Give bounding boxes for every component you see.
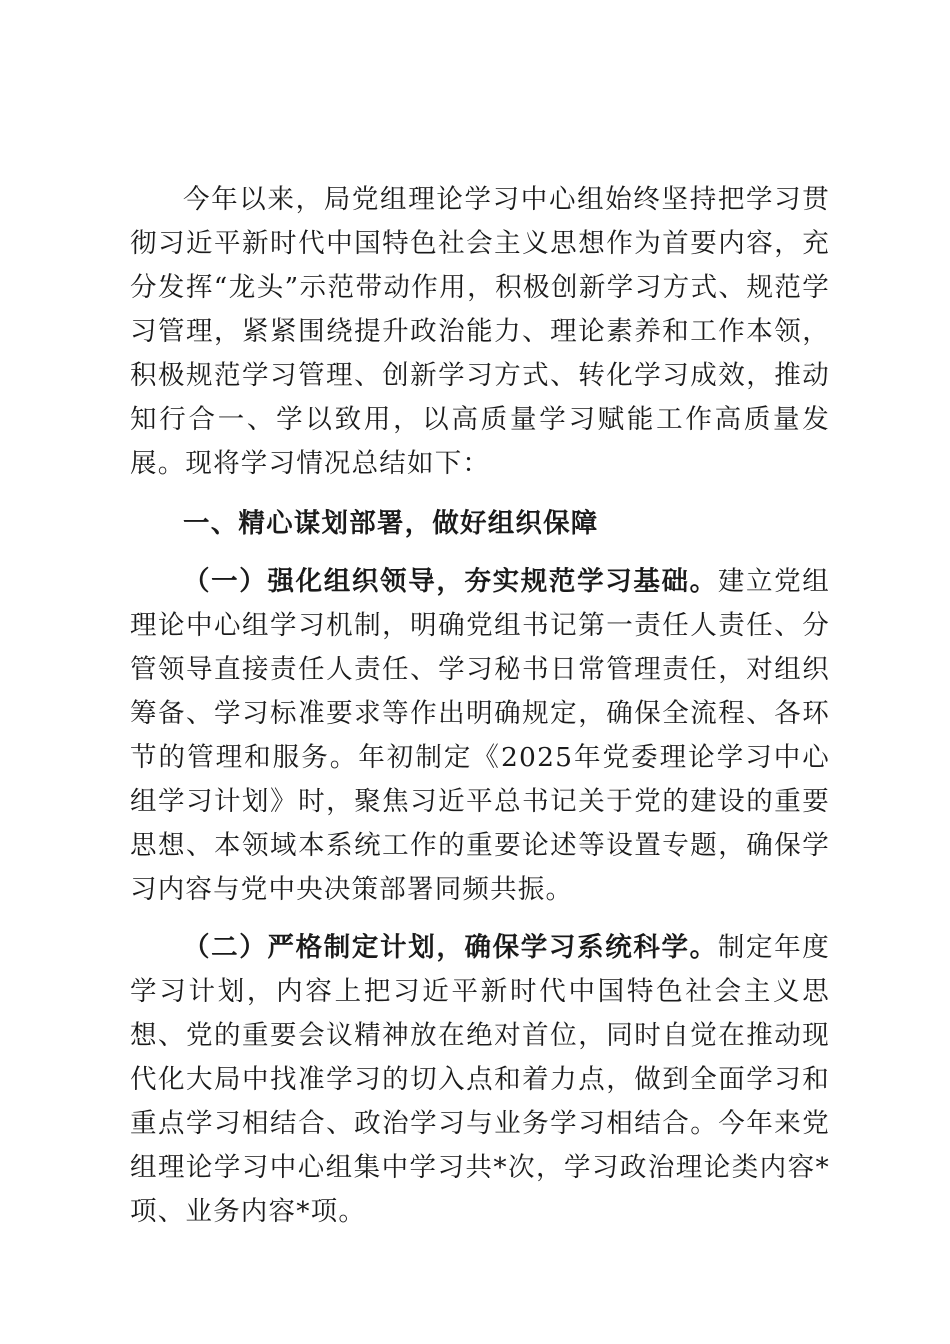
section-heading: 一、精心谋划部署，做好组织保障	[183, 508, 599, 539]
subsection-body: 建立党组理论中心组学习机制，明确党组书记第一责任人责任、分管领导直接责任人责任、学习秘书日常管理责任，对组织筹备、学习标准要求等作出明确规定，确保全流程、各环节的管理和服务。年初制定《2025年党委理论学习中心组学习计划》时，聚焦习近平总书记关于党的建设的重要思想、本领域本系统工作的重要论述等设置专题，确保学习内容与党中央决策部署同频共振。	[130, 566, 830, 905]
intro-paragraph: 今年以来，局党组理论学习中心组始终坚持把学习贯彻习近平新时代中国特色社会主义思想作为首要内容，充分发挥“龙头”示范带动作用，积极创新学习方式、规范学习管理，紧紧围绕提升政治能力、理论素养和工作本领，积极规范学习管理、创新学习方式、转化学习成效，推动知行合一、学以致用，以高质量学习赋能工作高质量发展。现将学习情况总结如下：	[130, 184, 830, 479]
subsection-body: 制定年度学习计划，内容上把习近平新时代中国特色社会主义思想、党的重要会议精神放在绝对首位，同时自觉在推动现代化大局中找准学习的切入点和着力点，做到全面学习和重点学习相结合、政治学习与业务学习相结合。今年来党组理论学习中心组集中学习共*次，学习政治理论类内容*项、业务内容*项。	[130, 932, 830, 1227]
subsection-title: （二）严格制定计划，确保学习系统科学。	[183, 932, 718, 963]
subsection-title: （一）强化组织领导，夯实规范学习基础。	[183, 566, 718, 597]
subsection-paragraph	[130, 560, 830, 912]
document-body	[130, 178, 830, 1234]
subsection-paragraph	[130, 926, 830, 1234]
